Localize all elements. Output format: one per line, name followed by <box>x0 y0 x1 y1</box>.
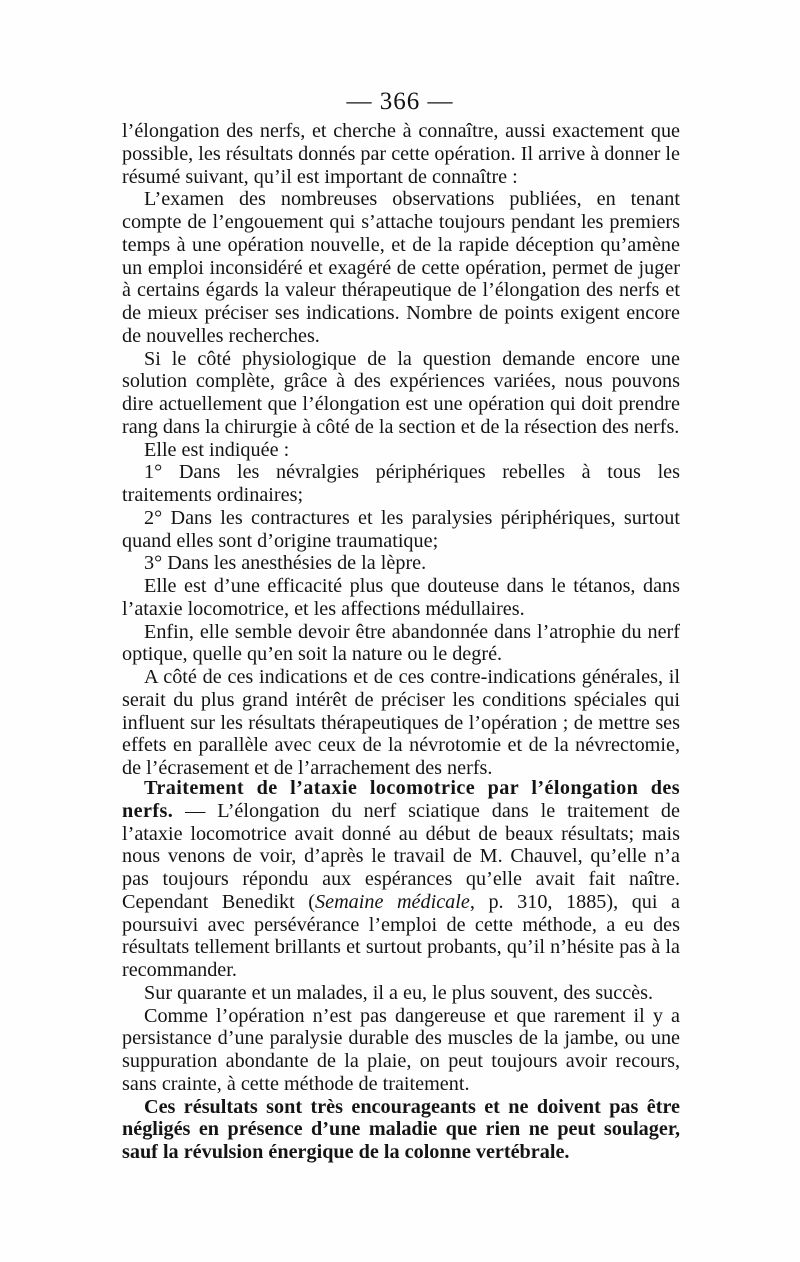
citation-title: Semaine médicale <box>315 890 470 913</box>
list-item-anesthesies: 3° Dans les anesthésies de la lèpre. <box>144 552 427 575</box>
paragraph-encourageants: Ces résultats sont très encourageants et ne doivent pas être négligés en présence d’une maladie que rien ne peut soulager, sauf la révulsion énergique de la colonne vertébrale. <box>122 1095 680 1163</box>
section-intro-part2: , p. 310, 1885), qui a poursuivi avec persévérance l’emploi de cette méthode, a eu des résultats tellement brillants et surtout probants, qu’il n’hésite pas à la recommander. <box>122 890 680 981</box>
section-intro-paragraph <box>122 777 680 982</box>
paragraph-continuation: l’élongation des nerfs, et cherche à connaître, aussi exactement que possible, les résultats donnés par cette opération. Il arrive à donner le résumé suivant, qu’il est important de connaître : <box>122 120 680 188</box>
page-number: — 366 — <box>346 88 454 115</box>
paragraph-contre-indications: A côté de ces indications et de ces contre-indications générales, il serait du plus grand intérêt de préciser les conditions spéciales qui influent sur les résultats thérapeutiques de l’opération ; de mettre ses effets en parallèle avec ceux de la névrotomie et de la névrectomie, de l’écrasement et de l’arrachement des nerfs. <box>122 666 680 779</box>
section-heading: Traitement de l’ataxie locomotrice par l’élongation des nerfs. <box>122 777 680 822</box>
paragraph-dangereuse: Comme l’opération n’est pas dangereuse et que rarement il y a persistance d’une paralysie durable des muscles de la jambe, ou une suppuration abondante de la plaie, on peut toujours avoir recours, sans crainte, à cette méthode de traitement. <box>122 1004 680 1095</box>
paragraph-atrophie: Enfin, elle semble devoir être abandonnée dans l’atrophie du nerf optique, quelle qu’en soit la nature ou le degré. <box>122 620 680 666</box>
list-item-contractures: 2° Dans les contractures et les paralysies périphériques, surtout quand elles sont d’origine traumatique; <box>122 506 680 552</box>
body-text-section <box>122 777 680 1164</box>
paragraph-efficacite: Elle est d’une efficacité plus que douteuse dans le tétanos, dans l’ataxie locomotrice, et les affections médullaires. <box>122 575 680 620</box>
body-text-top <box>122 120 680 780</box>
paragraph-examen: L’examen des nombreuses observations publiées, en tenant compte de l’engouement qui s’attache toujours pendant les premiers temps à une opération nouvelle, et de la rapide déception qu’amène un emploi inconsidéré et exagéré de cette opération, permet de juger à certains égards la valeur thérapeutique de l’élongation des nerfs et de mieux préciser ses indications. Nombre de points exigent encore de nouvelles recherches. <box>122 188 680 347</box>
paragraph-quarante: Sur quarante et un malades, il a eu, le plus souvent, des succès. <box>144 981 654 1004</box>
list-item-nevralgies: 1° Dans les névralgies périphériques rebelles à tous les traitements ordinaires; <box>122 461 680 506</box>
paragraph-indiquee: Elle est indiquée : <box>144 438 290 461</box>
section-intro-part1: — L’élongation du nerf sciatique dans le traitement de l’ataxie locomotrice avait donné au début de beaux résultats; mais nous venons de voir, d’après le travail de M. Chauvel, qu’elle n’a pas toujours répondu aux espérances qu’elle avait fait naître. Cependant Benedikt ( <box>122 799 680 913</box>
paragraph-physiologique: Si le côté physiologique de la question demande encore une solution complète, grâce à des expériences variées, nous pouvons dire actuellement que l’élongation est une opération qui doit prendre rang dans la chirurgie à côté de la section et de la résection des nerfs. <box>122 347 680 438</box>
